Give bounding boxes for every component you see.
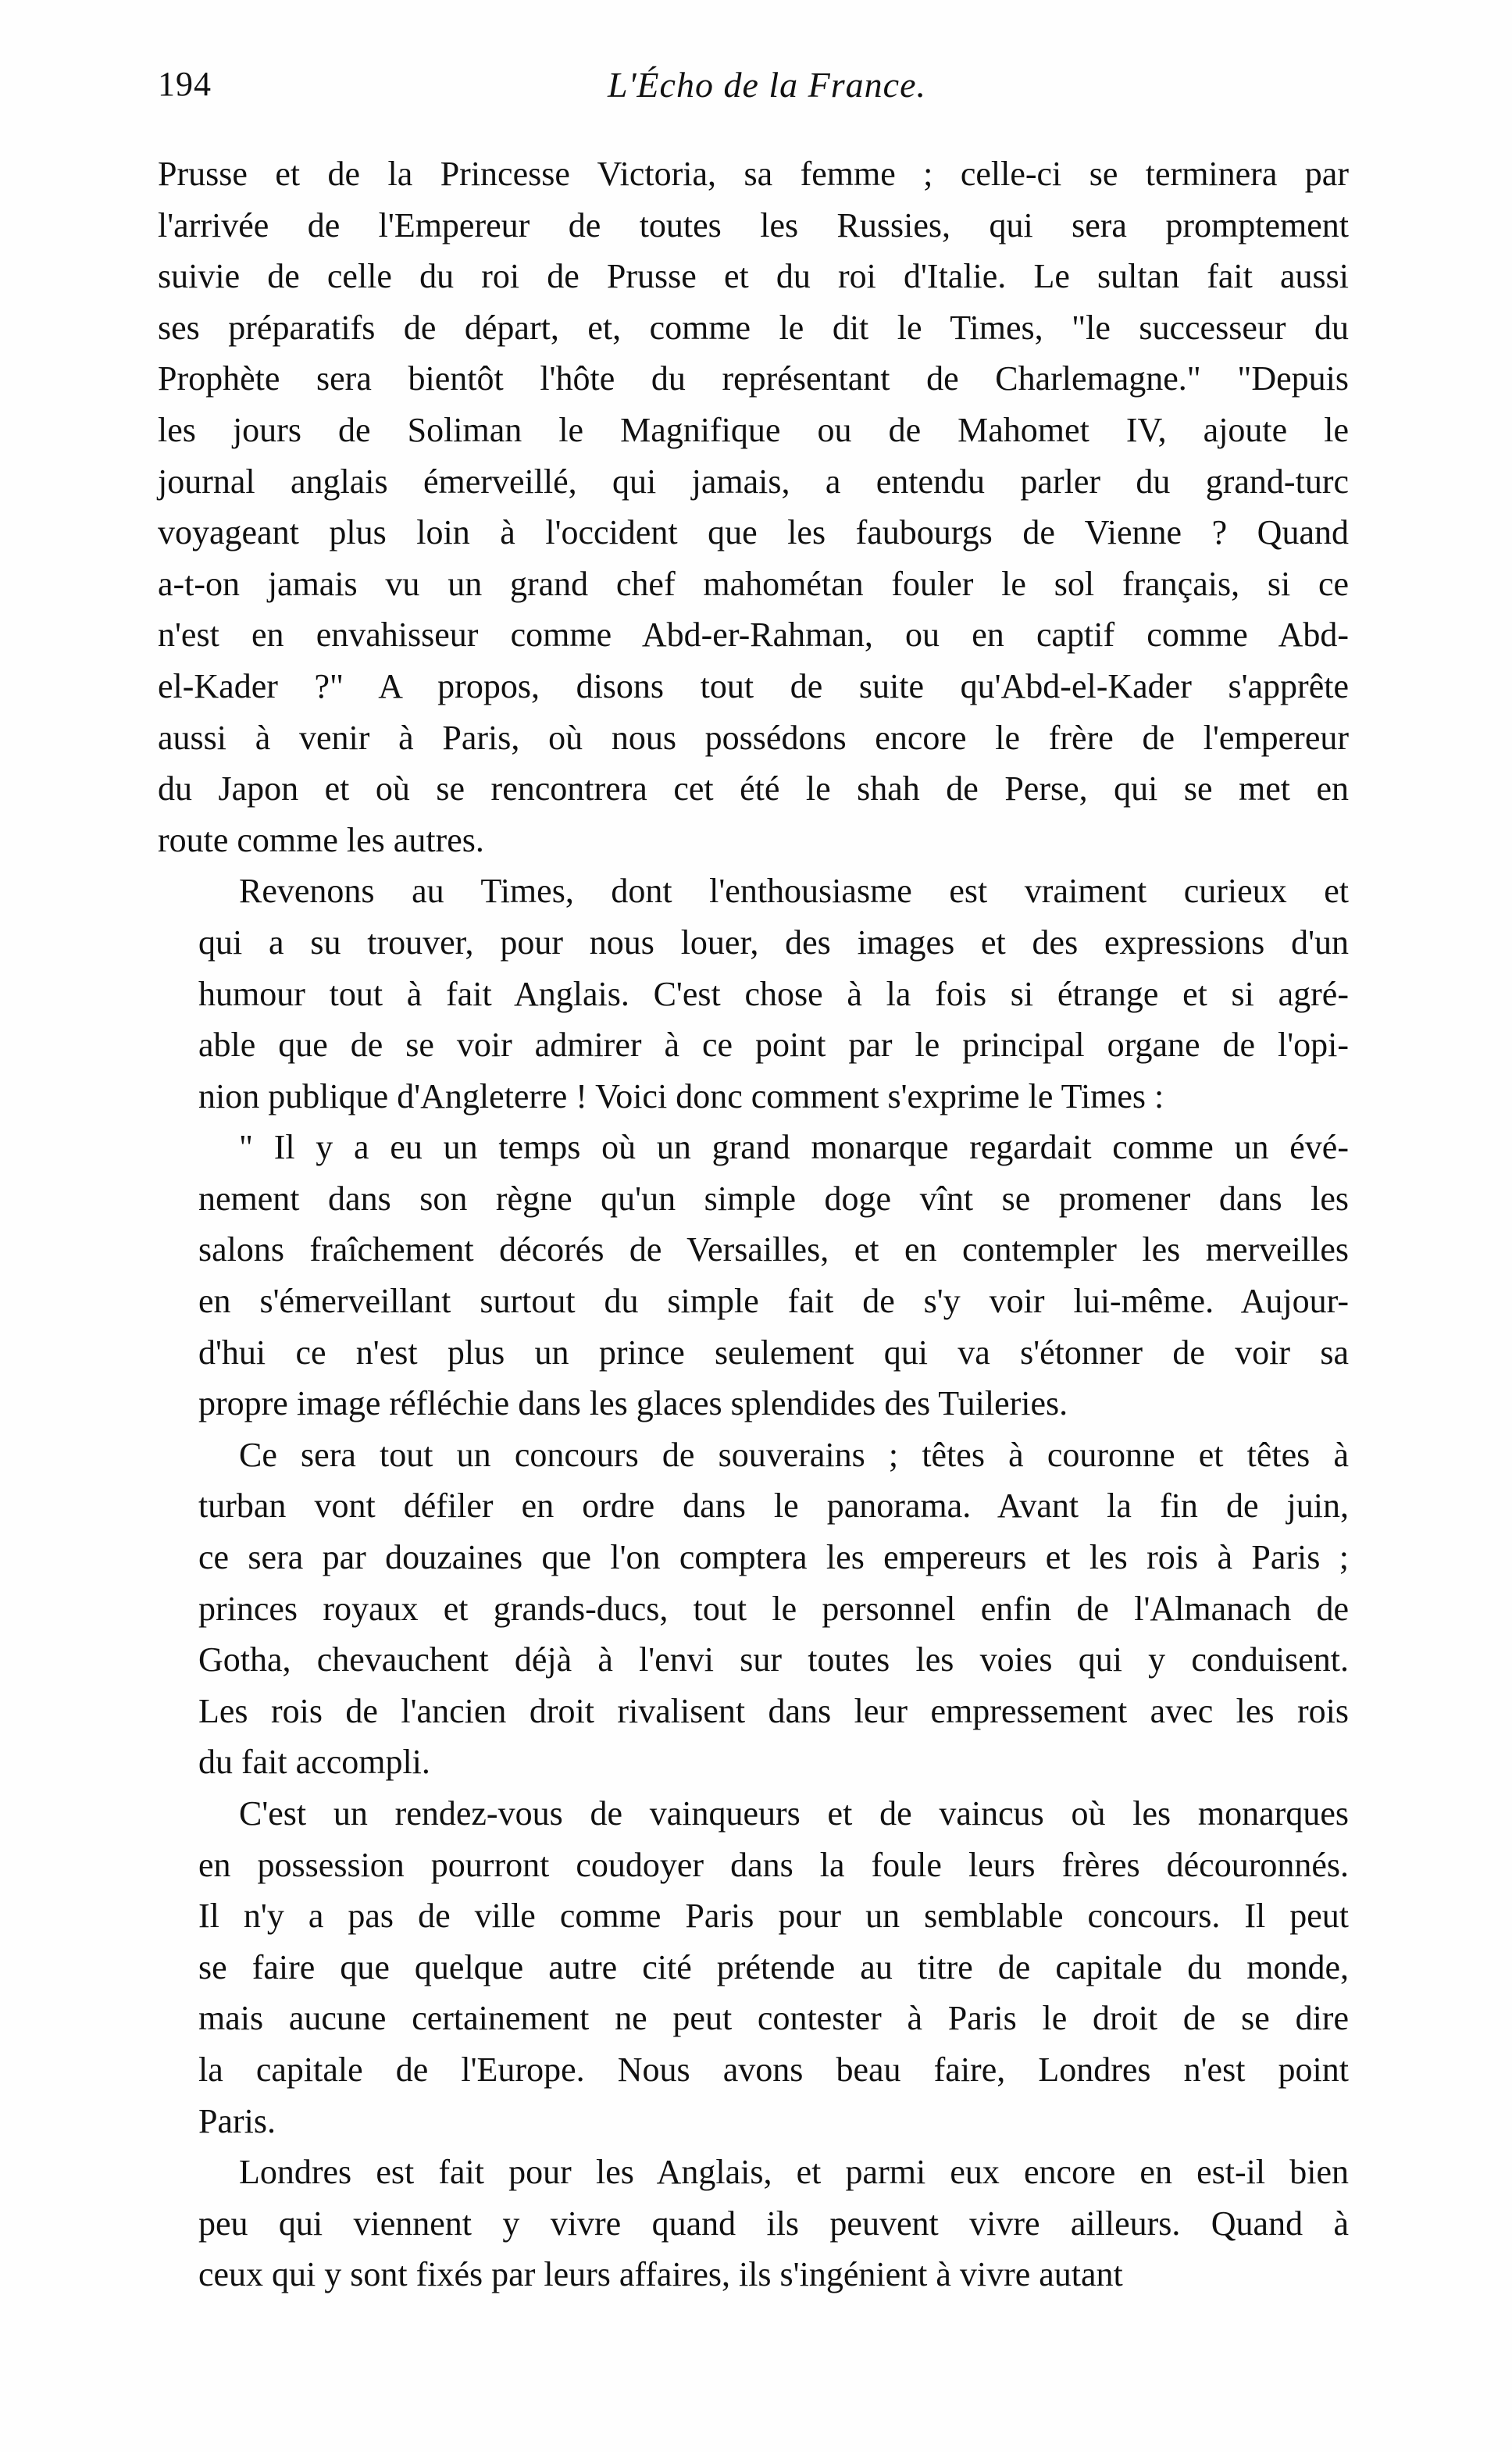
- text-line: ses préparatifs de départ, et, comme le dit le Times, "le successeur du: [158, 308, 1349, 347]
- paragraph: [158, 1429, 1349, 1788]
- text-line: peu qui viennent y vivre quand ils peuvent vivre ailleurs. Quand à: [198, 2204, 1349, 2243]
- text-line: " Il y a eu un temps où un grand monarque regardait comme un évé-: [239, 1128, 1349, 1167]
- text-line: se faire que quelque autre cité prétende au titre de capitale du monde,: [198, 1947, 1349, 1986]
- text-line: ce sera par douzaines que l'on comptera les empereurs et les rois à Paris ;: [198, 1538, 1349, 1577]
- text-line: Les rois de l'ancien droit rivalisent dans leur empressement avec les rois: [198, 1691, 1349, 1730]
- text-line: les jours de Soliman le Magnifique ou de Mahomet IV, ajoute le: [158, 410, 1349, 449]
- text-line: route comme les autres.: [158, 820, 484, 859]
- text-line: d'hui ce n'est plus un prince seulement qui va s'étonner de voir sa: [198, 1333, 1349, 1372]
- text-line: en s'émerveillant surtout du simple fait de s'y voir lui-même. Aujour-: [198, 1282, 1349, 1321]
- text-line: Londres est fait pour les Anglais, et parmi eux encore en est-il bien: [239, 2153, 1349, 2192]
- text-line: qui a su trouver, pour nous louer, des images et des expressions d'un: [198, 923, 1349, 962]
- paragraph: [158, 1122, 1349, 1429]
- text-line: la capitale de l'Europe. Nous avons beau faire, Londres n'est point: [198, 2050, 1349, 2089]
- text-line: Prophète sera bientôt l'hôte du représentant de Charlemagne." "Depuis: [158, 359, 1349, 398]
- running-head: [158, 64, 1345, 111]
- text-line: el-Kader ?" A propos, disons tout de suite qu'Abd-el-Kader s'apprête: [158, 666, 1349, 705]
- text-line: Ce sera tout un concours de souverains ; têtes à couronne et têtes à: [239, 1435, 1349, 1474]
- text-line: ceux qui y sont fixés par leurs affaires, ils s'ingénient à vivre autant: [198, 2255, 1123, 2294]
- text-line: Revenons au Times, dont l'enthousiasme est vraiment curieux et: [239, 872, 1349, 911]
- text-line: du Japon et où se rencontrera cet été le shah de Perse, qui se met en: [158, 769, 1349, 808]
- text-line: nion publique d'Angleterre ! Voici donc comment s'exprime le Times :: [198, 1076, 1164, 1115]
- text-line: suivie de celle du roi de Prusse et du roi d'Italie. Le sultan fait aussi: [158, 257, 1349, 296]
- body-text: [158, 148, 1349, 2300]
- text-line: Prusse et de la Princesse Victoria, sa femme ; celle-ci se terminera par: [158, 155, 1349, 193]
- text-line: propre image réfléchie dans les glaces splendides des Tuileries.: [198, 1384, 1068, 1423]
- text-line: Il n'y a pas de ville comme Paris pour un semblable concours. Il peut: [198, 1897, 1349, 1936]
- text-line: aussi à venir à Paris, où nous possédons encore le frère de l'empereur: [158, 718, 1349, 757]
- text-line: C'est un rendez-vous de vainqueurs et de vaincus où les monarques: [239, 1794, 1349, 1833]
- paragraph: [158, 2147, 1349, 2300]
- text-line: nement dans son règne qu'un simple doge vînt se promener dans les: [198, 1179, 1349, 1218]
- text-line: n'est en envahisseur comme Abd-er-Rahman, ou en captif comme Abd-: [158, 616, 1349, 655]
- text-line: voyageant plus loin à l'occident que les faubourgs de Vienne ? Quand: [158, 513, 1349, 552]
- running-title: L'Écho de la France.: [608, 65, 926, 105]
- paragraph: [158, 148, 1349, 866]
- text-line: salons fraîchement décorés de Versailles, et en contempler les merveilles: [198, 1230, 1349, 1269]
- text-line: mais aucune certainement ne peut contester à Paris le droit de se dire: [198, 1999, 1349, 2038]
- text-line: princes royaux et grands-ducs, tout le personnel enfin de l'Almanach de: [198, 1589, 1349, 1628]
- paragraph: [158, 1788, 1349, 2147]
- text-line: journal anglais émerveillé, qui jamais, a entendu parler du grand-turc: [158, 462, 1349, 501]
- text-line: du fait accompli.: [198, 1743, 430, 1782]
- text-line: humour tout à fait Anglais. C'est chose à la fois si étrange et si agré-: [198, 974, 1349, 1013]
- text-line: Gotha, chevauchent déjà à l'envi sur toutes les voies qui y conduisent.: [198, 1640, 1349, 1679]
- text-line: able que de se voir admirer à ce point par le principal organe de l'opi-: [198, 1026, 1349, 1065]
- text-line: turban vont défiler en ordre dans le panorama. Avant la fin de juin,: [198, 1487, 1349, 1526]
- text-line: l'arrivée de l'Empereur de toutes les Russies, qui sera promptement: [158, 205, 1349, 244]
- text-line: Paris.: [198, 2101, 276, 2140]
- text-line: a-t-on jamais vu un grand chef mahométan fouler le sol français, si ce: [158, 564, 1349, 603]
- page-number: 194: [158, 65, 212, 103]
- paragraph: [158, 866, 1349, 1122]
- text-line: en possession pourront coudoyer dans la foule leurs frères découronnés.: [198, 1845, 1349, 1884]
